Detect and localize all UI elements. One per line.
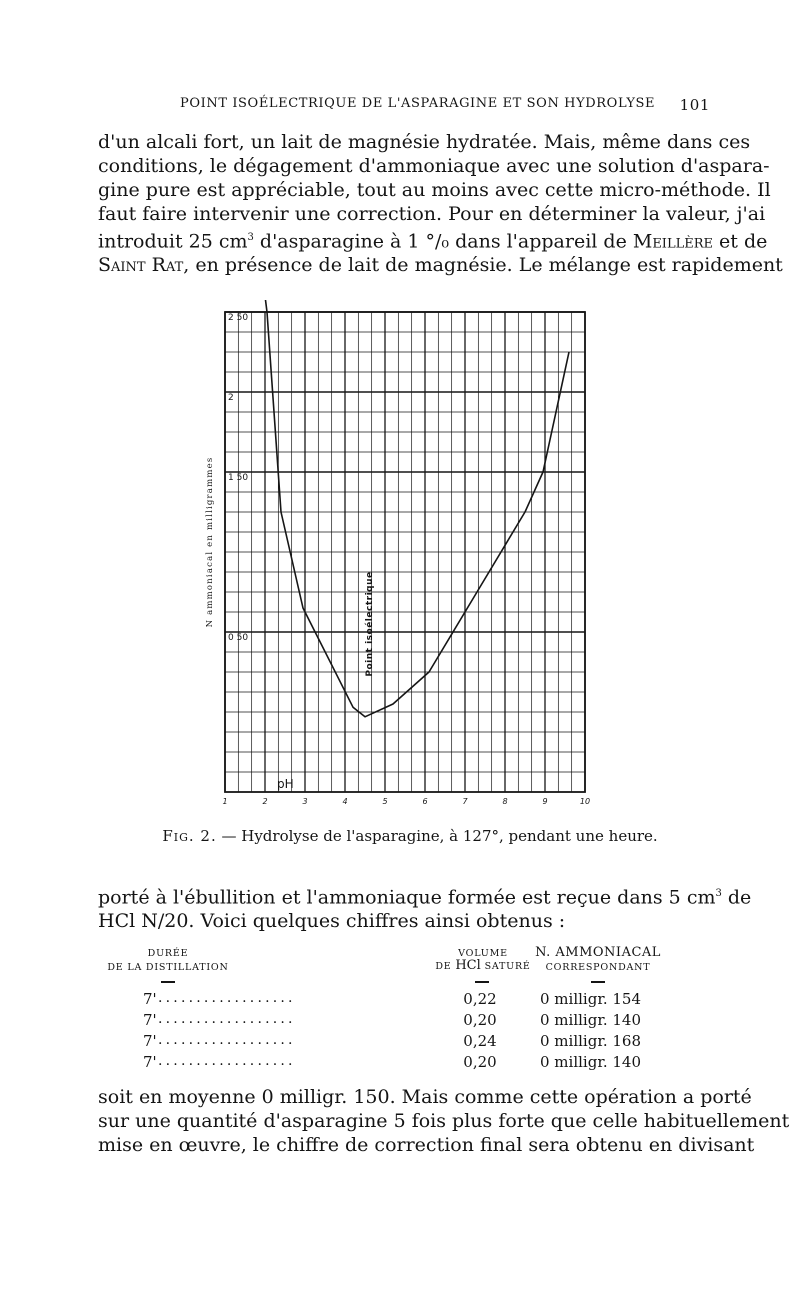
text-line: sur une quantité d'asparagine 5 fois plus forte que celle habituellement [98,1110,790,1132]
x-tick-label: 2 [262,797,268,806]
text-run: porté à l'ébullition et l'ammoniaque formée est reçue dans 5 cm [98,886,716,909]
cell-volume: 0,20 [463,1011,497,1029]
text-run: introduit 25 cm [98,230,248,253]
cell-duration: 7' [143,1011,157,1029]
y-tick-label: 1 50 [228,473,249,483]
text-run: et de [712,230,768,253]
header-dash [591,981,605,983]
caption-text: — Hydrolyse de l'asparagine, à 127°, pendant une heure. [216,827,658,845]
header-dash [475,981,489,983]
x-tick-label: 9 [542,797,548,806]
table-row [98,990,710,1010]
text-line: soit en moyenne 0 milligr. 150. Mais comme cette opération a porté [98,1086,752,1108]
x-tick-label: 4 [342,797,348,806]
cell-duration: 7' [143,1032,157,1050]
text-line: mise en œuvre, le chiffre de correction final sera obtenu en divisant [98,1134,755,1156]
text-line: gine pure est appréciable, tout au moins avec cette micro-méthode. Il [98,179,771,201]
leader-dots: .................. [158,1011,296,1027]
figure-label: Fig. 2. [162,827,217,845]
x-tick-label: 3 [302,797,308,806]
table-row [98,1011,710,1031]
cell-volume: 0,20 [463,1053,497,1071]
header-duration-sub: DE LA DISTILLATION [107,962,229,973]
text-run: , en présence de lait de magnésie. Le mélange est rapidement [183,254,783,277]
cell-duration: 7' [143,990,157,1008]
paragraph-intro [98,130,783,277]
x-tick-label: 10 [579,797,591,806]
x-axis-title: pH [277,777,294,791]
text-line [98,226,768,253]
table-row [98,1053,710,1073]
leader-dots: .................. [158,990,296,1006]
cell-volume: 0,22 [463,990,497,1008]
header-volume-de: DE [435,961,456,972]
text-line: faut faire intervenir une correction. Pour en déterminer la valeur, j'ai [98,203,766,225]
x-tick-label: 8 [502,797,508,806]
y-tick-label: 2 [228,393,234,403]
header-dash [161,981,175,983]
table-row [98,1032,710,1052]
cell-n-ammoniacal: 0 milligr. 154 [540,990,642,1008]
header-duration: DURÉE [147,948,189,959]
text-line: d'un alcali fort, un lait de magnésie hydratée. Mais, même dans ces [98,131,751,153]
annotation-isoelectric: Point isoélectrique [365,571,375,677]
text-run: de [721,886,752,909]
page-number: 101 [679,96,710,114]
header-volume-hcl: HCl [455,958,481,973]
x-tick-label: 7 [462,797,468,806]
results-table [98,945,710,1075]
cell-n-ammoniacal: 0 milligr. 140 [540,1011,642,1029]
data-series-line [257,300,569,717]
superscript: 3 [715,888,722,899]
figure-caption [160,827,660,845]
figure-ph-chart [190,300,610,820]
paragraph-method [98,882,752,933]
x-tick-label: 6 [422,797,428,806]
cell-volume: 0,24 [463,1032,497,1050]
superscript: 3 [247,232,254,243]
text-line [98,253,783,277]
text-line: conditions, le dégagement d'ammoniaque avec une solution d'aspara- [98,155,770,177]
text-line: HCl N/20. Voici quelques chiffres ainsi obtenus : [98,910,566,933]
cell-n-ammoniacal: 0 milligr. 140 [540,1053,642,1071]
leader-dots: .................. [158,1053,296,1069]
cell-n-ammoniacal: 0 milligr. 168 [540,1032,642,1050]
x-tick-label: 1 [222,797,228,806]
y-tick-label: 2 50 [228,313,249,323]
header-volume-sature: SATURÉ [480,961,531,972]
text-run: d'asparagine à 1 °/₀ dans l'appareil de [253,230,633,253]
y-axis-title: N ammoniacal en milligrammes [205,456,215,628]
y-tick-label: 0 50 [228,633,249,643]
x-tick-label: 5 [382,797,388,806]
header-n-ammoniacal: N. AMMONIACAL [535,945,661,960]
header-volume: VOLUME [458,948,508,959]
author-name-meillere: Meillère [632,230,713,253]
leader-dots: .................. [158,1032,296,1048]
paragraph-conclusion [98,1085,790,1157]
cell-duration: 7' [143,1053,157,1071]
header-n-sub: CORRESPONDANT [545,962,651,973]
author-name-saint-rat: Saint Rat [98,254,184,277]
running-title: POINT ISOÉLECTRIQUE DE L'ASPARAGINE ET SON HYDROLYSE [180,96,656,111]
text-line [98,882,752,909]
